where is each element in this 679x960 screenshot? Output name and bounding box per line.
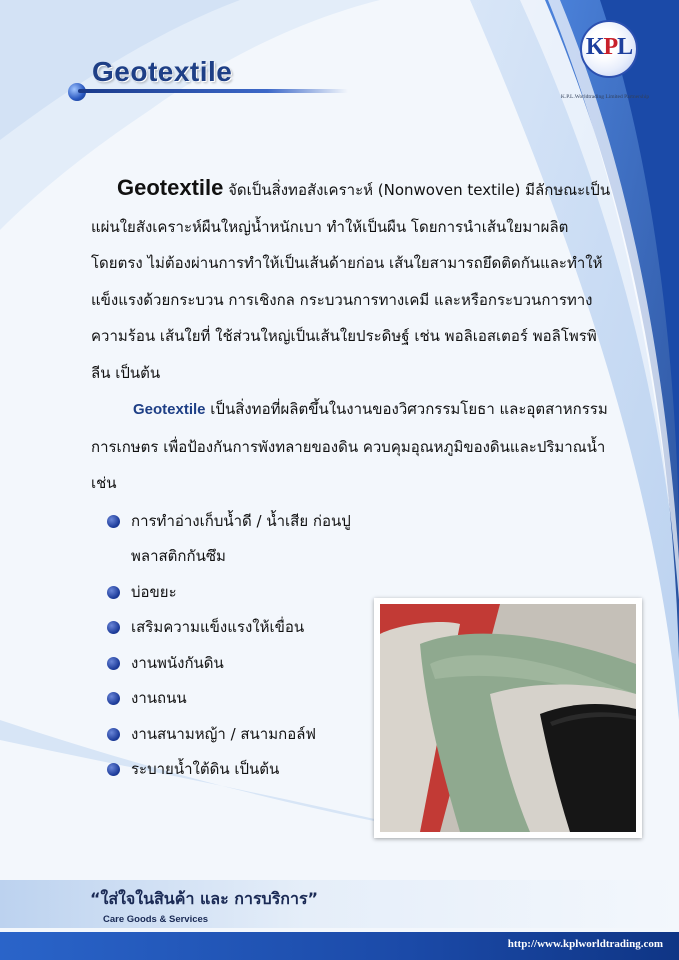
page-title: Geotextile <box>92 56 233 87</box>
intro-lead: Geotextile <box>117 175 224 200</box>
second-paragraph <box>91 391 611 502</box>
intro-paragraph <box>91 170 611 391</box>
bullet-icon <box>107 621 120 634</box>
company-logo <box>580 20 638 78</box>
list-item <box>91 752 371 788</box>
bullet-icon <box>107 515 120 528</box>
list-item <box>91 681 371 717</box>
product-photo <box>374 598 642 838</box>
slogan: “ใส่ใจในสินค้า และ การบริการ” <box>90 889 319 908</box>
slogan-english: Care Goods & Services <box>103 914 209 925</box>
list-item-label: เสริมความแข็งแรงให้เขื่อน <box>131 618 305 636</box>
list-item-label: งานถนน <box>131 689 187 707</box>
list-item <box>91 717 371 753</box>
list-item-label: ระบายน้ำใต้ดิน เป็นต้น <box>131 760 280 778</box>
company-name: K.P.L.Worldtrading Limited Partnership <box>560 94 650 100</box>
list-item <box>91 610 371 646</box>
logo-letter-l: L <box>617 34 633 60</box>
bullet-icon <box>107 763 120 776</box>
geotextile-fabric-image <box>380 604 636 832</box>
website-link[interactable]: http://www.kplworldtrading.com <box>507 938 663 950</box>
list-item-label: งานสนามหญ้า / สนามกอล์ฟ <box>131 724 317 743</box>
logo-letters <box>582 34 636 61</box>
logo-letter-p: P <box>603 34 618 60</box>
list-item <box>91 646 371 682</box>
list-item-label: บ่อขยะ <box>131 582 177 601</box>
bullet-icon <box>107 728 120 741</box>
header-underline <box>78 89 348 93</box>
list-item-label: งานพนังกันดิน <box>131 653 224 672</box>
bullet-icon <box>107 586 120 599</box>
intro-text: จัดเป็นสิ่งทอสังเคราะห์ (Nonwoven textile) มีลักษณะเป็นแผ่นใยสังเคราะห์ผืนใหญ่น้ำหนักเบา ทำให้เป็นผืน โดยการนำเส้นใยมาผลิตโดยตรง ไม่ต้องผ่านการทำให้เป็นเส้นด้ายก่อน เส้นใยสามารถยึดติดกันและทำให้แข็งแรงด้วยกระบวน การเชิงกล กระบวนการทางเคมี และหรือกระบวนการทาง ความร้อน เส้นใยที่ ใช้ส่วนใหญ่เป็นเส้นใยประดิษฐ์ เช่น พอลิเอสเตอร์ พอลิโพรพิ ลีน เป็นต้น <box>91 181 611 382</box>
uses-list <box>91 504 371 788</box>
list-item <box>91 575 371 611</box>
list-item-label: การทำอ่างเก็บน้ำดี / น้ำเสีย ก่อนปูพลาสติกกันซึม <box>131 511 351 565</box>
bullet-icon <box>107 657 120 670</box>
logo-letter-k: K <box>585 34 604 60</box>
second-text: เป็นสิ่งทอที่ผลิตขึ้นในงานของวิศวกรรมโยธา และอุตสาหกรรมการเกษตร เพื่อป้องกันการพังทลายของดิน ควบคุมอุณหภูมิของดินและปริมาณน้ำ เช่น <box>91 400 608 492</box>
list-item <box>91 504 371 575</box>
bullet-icon <box>107 692 120 705</box>
second-lead: Geotextile <box>133 401 206 418</box>
